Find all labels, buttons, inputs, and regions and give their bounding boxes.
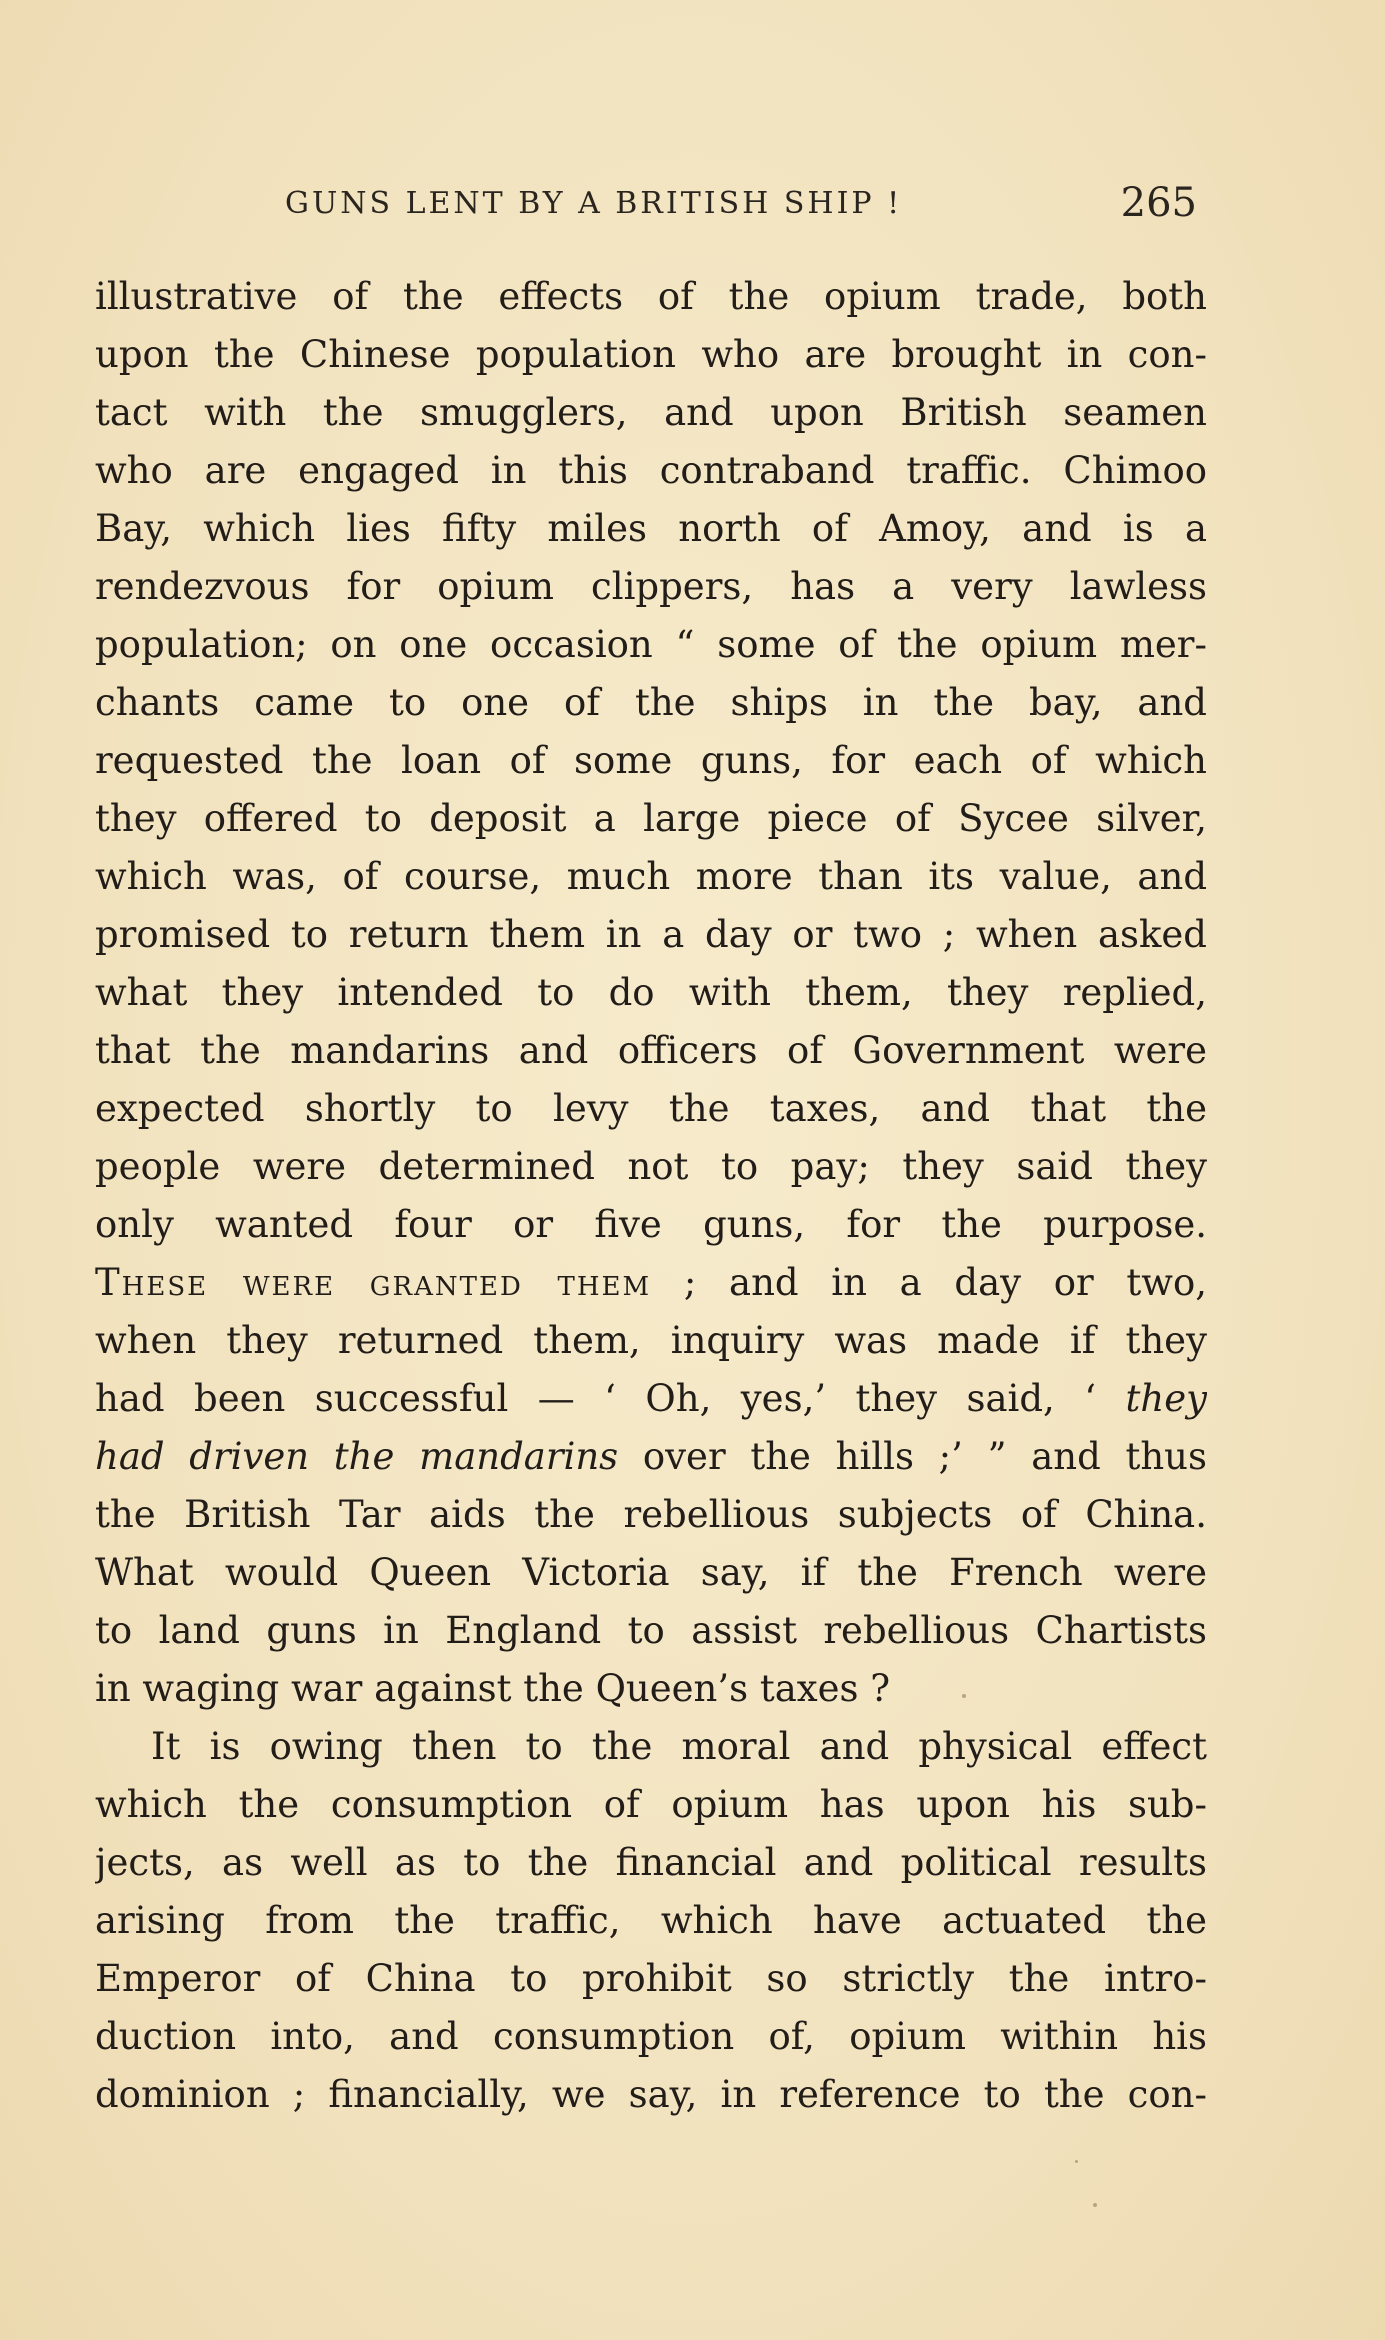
text-line: dominion ; financially, we say, in reference to the con- (95, 2073, 1207, 2116)
page-header (95, 180, 1197, 240)
page-number: 265 (1120, 180, 1197, 226)
paper-speck (1093, 2203, 1097, 2207)
text-line: who are engaged in this contraband traffic. Chimoo (95, 449, 1207, 492)
running-title: GUNS LENT BY A BRITISH SHIP ! (285, 186, 903, 221)
paper-speck (1075, 2160, 1078, 2163)
line-start: had been successful — ‘ Oh, yes,’ they said, ‘ (95, 1377, 1126, 1420)
text-line: they offered to deposit a large piece of Sycee silver, (95, 797, 1207, 840)
text-line: chants came to one of the ships in the bay, and (95, 681, 1207, 724)
paragraph-start-line: It is owing then to the moral and physical effect (151, 1725, 1207, 1768)
text-line: population; on one occasion “ some of the opium mer- (95, 623, 1207, 666)
paragraph-end-line: in waging war against the Queen’s taxes ? (95, 1667, 891, 1710)
text-line: only wanted four or five guns, for the purpose. (95, 1203, 1207, 1246)
text-line: when they returned them, inquiry was made if they (95, 1319, 1207, 1362)
text-line: requested the loan of some guns, for each of which (95, 739, 1207, 782)
text-line: arising from the traffic, which have actuated the (95, 1899, 1207, 1942)
smallcaps-phrase: These were granted them (95, 1261, 652, 1304)
text-line: what they intended to do with them, they replied, (95, 971, 1207, 1014)
line-remainder: ; and in a day or two, (651, 1261, 1207, 1304)
text-line: upon the Chinese population who are brought in con- (95, 333, 1207, 376)
text-line: to land guns in England to assist rebellious Chartists (95, 1609, 1207, 1652)
text-line: which was, of course, much more than its value, and (95, 855, 1207, 898)
italic-phrase: they (1125, 1377, 1207, 1420)
text-line: tact with the smugglers, and upon British seamen (95, 391, 1207, 434)
text-line: Emperor of China to prohibit so strictly the intro- (95, 1957, 1207, 2000)
text-line: the British Tar aids the rebellious subjects of China. (95, 1493, 1207, 1536)
body-text (95, 268, 1207, 2124)
text-line: people were determined not to pay; they said they (95, 1145, 1207, 1188)
text-line-mixed (95, 1428, 1207, 1486)
italic-phrase: had driven the mandarins (95, 1435, 619, 1478)
text-line: illustrative of the effects of the opium trade, both (95, 275, 1207, 318)
text-line: What would Queen Victoria say, if the French were (95, 1551, 1207, 1594)
text-line: jects, as well as to the financial and political results (95, 1841, 1207, 1884)
text-line: expected shortly to levy the taxes, and that the (95, 1087, 1207, 1130)
paper-speck (962, 1694, 966, 1698)
text-line: Bay, which lies fifty miles north of Amoy, and is a (95, 507, 1207, 550)
line-remainder: over the hills ;’ ” and thus (618, 1435, 1207, 1478)
text-line: promised to return them in a day or two ; when asked (95, 913, 1207, 956)
text-line: rendezvous for opium clippers, has a very lawless (95, 565, 1207, 608)
text-line: which the consumption of opium has upon his sub- (95, 1783, 1207, 1826)
text-line: duction into, and consumption of, opium within his (95, 2015, 1207, 2058)
text-line: that the mandarins and officers of Government were (95, 1029, 1207, 1072)
text-line-mixed (95, 1370, 1207, 1428)
text-line-smallcaps (95, 1254, 1207, 1312)
